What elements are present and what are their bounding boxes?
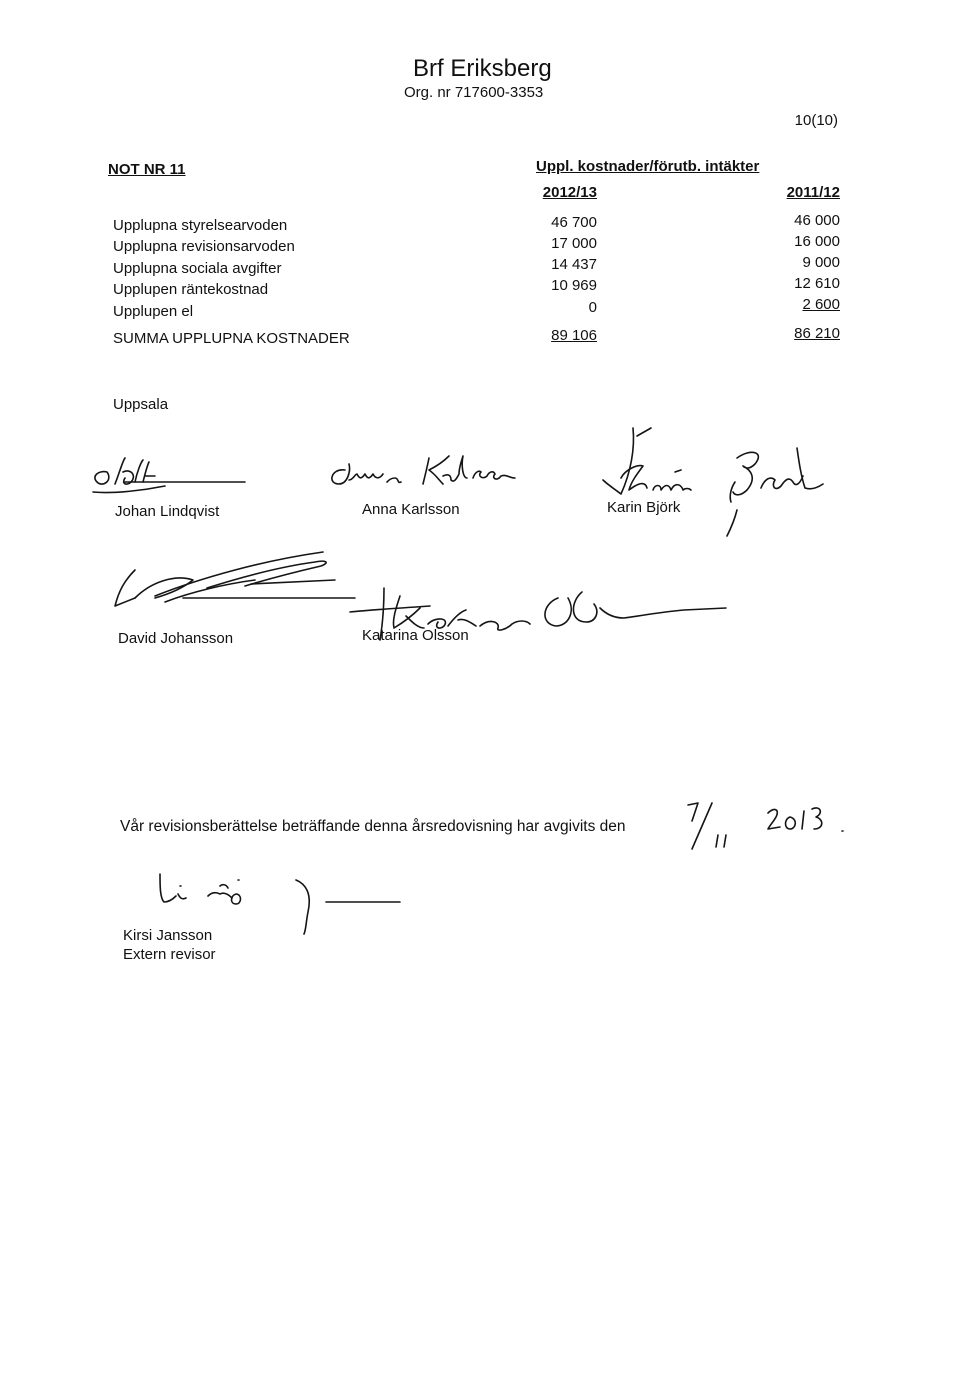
row-value-current: 0 (588, 299, 597, 316)
signatory-name: Johan Lindqvist (115, 503, 220, 520)
signature-anna-karlsson (325, 440, 555, 500)
page-number: 10(10) (794, 112, 838, 129)
row-value-previous: 46 000 (794, 212, 840, 229)
row-value-current: 10 969 (551, 277, 597, 294)
signatory-name: David Johansson (118, 630, 234, 647)
total-value-previous: 86 210 (794, 325, 840, 342)
note-label: NOT NR 11 (108, 161, 186, 178)
row-value-previous: 16 000 (794, 233, 840, 250)
signature-karin-bjork (585, 418, 845, 548)
row-label: Upplupen el (113, 303, 194, 320)
auditor-name: Kirsi Jansson (123, 927, 213, 944)
note-heading: Uppl. kostnader/förutb. intäkter (536, 158, 760, 175)
column-header-current: 2012/13 (542, 184, 597, 201)
row-label: Upplupna sociala avgifter (113, 260, 282, 277)
total-label: SUMMA UPPLUPNA KOSTNADER (113, 330, 350, 347)
row-value-previous: 2 600 (802, 296, 840, 313)
column-header-previous: 2011/12 (786, 184, 840, 201)
company-name: Brf Eriksberg (413, 55, 552, 82)
signatory-name: Katarina Olsson (362, 627, 469, 644)
signature-david-johansson (95, 540, 365, 620)
auditor-title: Extern revisor (123, 946, 216, 963)
row-value-previous: 9 000 (802, 254, 840, 271)
audit-statement: Vår revisionsberättelse beträffande denna årsredovisning har avgivits den (120, 818, 626, 835)
row-label: Upplupna revisionsarvoden (113, 238, 295, 255)
row-value-current: 14 437 (551, 256, 597, 273)
org-number: Org. nr 717600-3353 (404, 84, 544, 101)
place: Uppsala (113, 396, 169, 413)
signatory-name: Anna Karlsson (362, 501, 460, 518)
row-value-previous: 12 610 (794, 275, 840, 292)
row-label: Upplupen räntekostnad (113, 281, 269, 298)
row-value-current: 17 000 (551, 235, 597, 252)
signatory-name: Karin Björk (607, 499, 681, 516)
row-value-current: 46 700 (551, 214, 597, 231)
handwritten-audit-date (676, 795, 866, 855)
total-value-current: 89 106 (551, 327, 597, 344)
row-label: Upplupna styrelsearvoden (113, 217, 288, 234)
